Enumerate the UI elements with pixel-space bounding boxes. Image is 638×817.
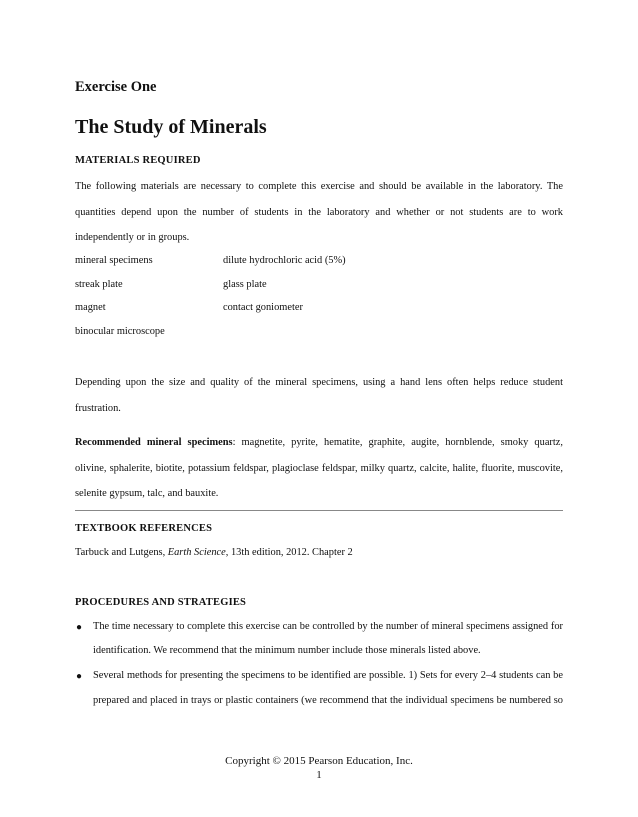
materials-intro-line-2: quantities depend upon the number of students in the laboratory and whether or not students are to work [75,207,563,218]
lens-note-line-2: frustration. [75,403,121,414]
recommended-line-3: selenite gypsum, talc, and bauxite. [75,488,219,499]
textbook-heading: TEXTBOOK REFERENCES [75,523,213,534]
material-item: contact goniometer [223,302,303,313]
textbook-edition: , 13th edition, 2012. Chapter 2 [225,547,353,558]
page-title: The Study of Minerals [75,116,267,138]
materials-intro-line-3: independently or in groups. [75,232,190,243]
textbook-title: Earth Science [167,547,226,558]
material-item: binocular microscope [75,326,165,337]
material-item: magnet [75,302,106,313]
procedures-heading: PROCEDURES AND STRATEGIES [75,597,247,608]
procedure-bullet-1-line-2: identification. We recommend that the minimum number include those minerals listed above. [93,645,481,656]
recommended-list-start: : magnetite, pyrite, hematite, graphite, augite, hornblende, smoky quartz, [232,437,563,448]
procedure-bullet-1-line-1: The time necessary to complete this exercise can be controlled by the number of mineral specimens assigned for [93,621,563,632]
textbook-reference [75,547,353,558]
recommended-label: Recommended mineral specimens [75,437,233,448]
lens-note-line-1: Depending upon the size and quality of the mineral specimens, using a hand lens often helps reduce student [75,377,563,388]
materials-intro-line-1: The following materials are necessary to complete this exercise and should be available in the laboratory. The [75,181,563,192]
bullet-icon: ● [76,622,83,633]
procedure-bullet-2-line-2: prepared and placed in trays or plastic containers (we recommend that the individual specimens be numbered so [93,695,563,706]
material-item: streak plate [75,279,123,290]
textbook-authors: Tarbuck and Lutgens, [75,547,168,558]
copyright-notice: Copyright © 2015 Pearson Education, Inc. [225,755,413,767]
exercise-label: Exercise One [75,79,157,95]
material-item: mineral specimens [75,255,153,266]
bullet-icon: ● [76,671,83,682]
material-item: glass plate [223,279,267,290]
materials-heading: MATERIALS REQUIRED [75,155,201,166]
section-divider [75,510,563,511]
material-item: dilute hydrochloric acid (5%) [223,255,346,266]
recommended-line-1 [75,437,563,448]
page-number: 1 [316,769,322,781]
recommended-line-2: olivine, sphalerite, biotite, potassium feldspar, plagioclase feldspar, milky quartz, calcite, halite, fluorite, muscovite, [75,463,563,474]
procedure-bullet-2-line-1: Several methods for presenting the specimens to be identified are possible. 1) Sets for every 2–4 students can be [93,670,563,681]
